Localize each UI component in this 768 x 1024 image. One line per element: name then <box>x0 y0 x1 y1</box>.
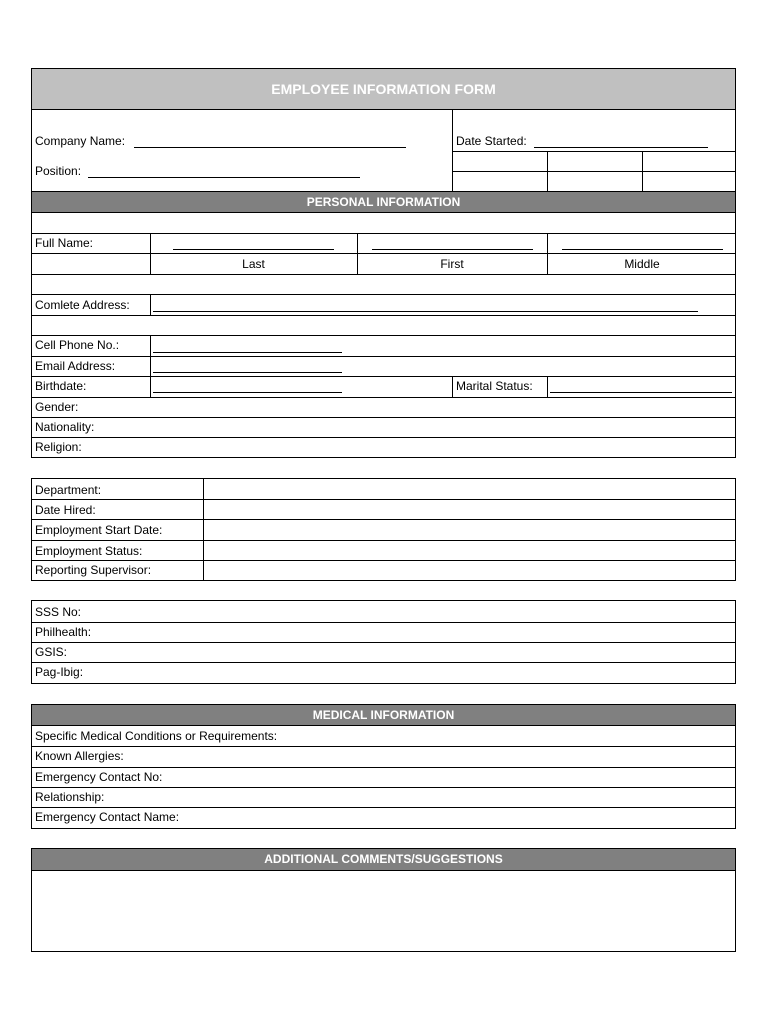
gender-label: Gender: <box>35 400 79 414</box>
date-started-label: Date Started: <box>456 134 527 148</box>
department-label: Department: <box>35 483 102 497</box>
position-field[interactable] <box>88 177 360 178</box>
employee-form-main <box>31 68 736 458</box>
date-hired-label: Date Hired: <box>35 503 96 517</box>
form-title: EMPLOYEE INFORMATION FORM <box>32 69 735 109</box>
address-label: Comlete Address: <box>35 298 130 312</box>
sss-label: SSS No: <box>35 605 82 619</box>
first-name-field[interactable] <box>372 249 533 250</box>
employment-status-label: Employment Status: <box>35 544 143 558</box>
personal-info-header: PERSONAL INFORMATION <box>32 192 735 212</box>
birthdate-field[interactable] <box>153 392 342 393</box>
emergency-contact-no-label: Emergency Contact No: <box>35 770 163 784</box>
birthdate-label: Birthdate: <box>35 379 87 393</box>
reporting-supervisor-label: Reporting Supervisor: <box>35 563 152 577</box>
gsis-label: GSIS: <box>35 645 68 659</box>
cell-phone-label: Cell Phone No.: <box>35 338 120 352</box>
email-label: Email Address: <box>35 359 116 373</box>
pag-ibig-label: Pag-Ibig: <box>35 665 84 679</box>
middle-name-field[interactable] <box>562 249 723 250</box>
philhealth-label: Philhealth: <box>35 625 92 639</box>
address-field[interactable] <box>153 311 698 312</box>
known-allergies-label: Known Allergies: <box>35 749 124 763</box>
last-name-field[interactable] <box>173 249 334 250</box>
cell-phone-field[interactable] <box>153 352 342 353</box>
position-label: Position: <box>35 164 82 178</box>
marital-status-label: Marital Status: <box>456 379 533 393</box>
medical-conditions-label: Specific Medical Conditions or Requirements: <box>35 729 278 743</box>
government-ids-box <box>31 600 736 684</box>
medical-info-box <box>31 704 736 829</box>
email-field[interactable] <box>153 372 342 373</box>
religion-label: Religion: <box>35 440 82 454</box>
relationship-label: Relationship: <box>35 790 105 804</box>
date-started-field[interactable] <box>534 147 708 148</box>
company-name-field[interactable] <box>134 147 406 148</box>
full-name-label: Full Name: <box>35 236 94 250</box>
marital-status-field[interactable] <box>550 392 732 393</box>
comments-header: ADDITIONAL COMMENTS/SUGGESTIONS <box>32 849 735 870</box>
last-name-caption: Last <box>242 257 265 271</box>
comments-text-area[interactable] <box>32 871 735 951</box>
company-name-label: Company Name: <box>35 134 126 148</box>
first-name-caption: First <box>440 257 464 271</box>
nationality-label: Nationality: <box>35 420 95 434</box>
employment-start-date-label: Employment Start Date: <box>35 523 163 537</box>
comments-box <box>31 848 736 952</box>
medical-info-header: MEDICAL INFORMATION <box>32 705 735 725</box>
emergency-contact-name-label: Emergency Contact Name: <box>35 810 180 824</box>
employment-details-box <box>31 478 736 581</box>
middle-name-caption: Middle <box>624 257 660 271</box>
